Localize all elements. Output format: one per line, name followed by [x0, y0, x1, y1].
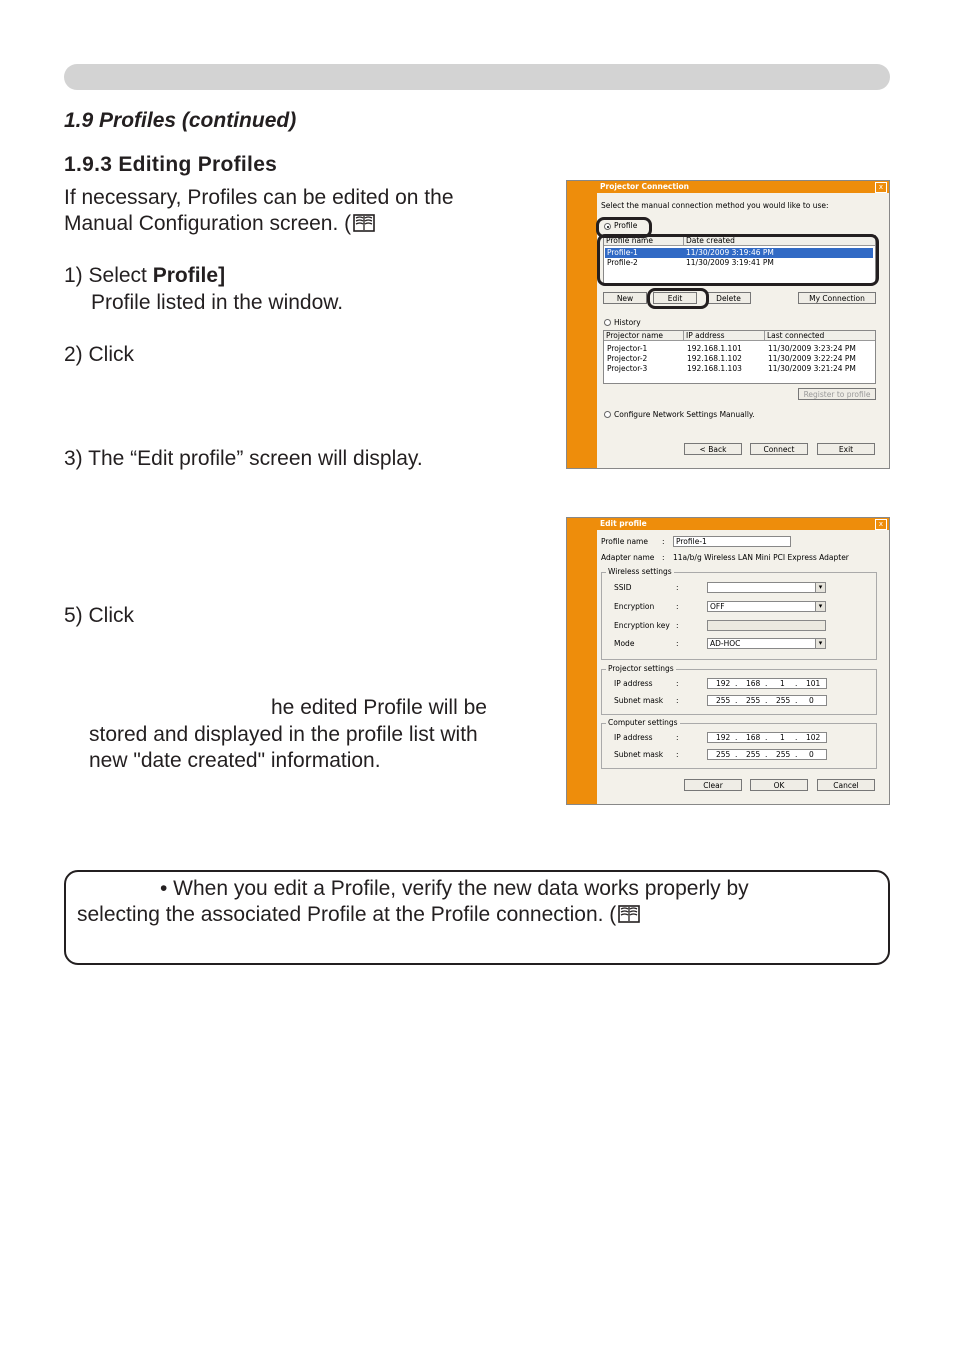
subnet-mask-label: Subnet mask — [614, 750, 664, 759]
ip-octet: 255 — [716, 750, 731, 759]
ip-octet: 168 — [746, 733, 761, 742]
note-line-1: • When you edit a Profile, verify the new data works properly by — [160, 877, 749, 900]
dialog-title: Edit profile — [597, 518, 889, 530]
ip-octet: 0 — [809, 750, 814, 759]
ip-dot: . — [795, 733, 798, 742]
ip-dot: . — [765, 750, 768, 759]
table-cell: 11/30/2009 3:21:24 PM — [768, 364, 856, 373]
step-1-line-2: Profile listed in the window. — [91, 291, 344, 314]
ip-octet: 1 — [780, 679, 785, 688]
computer-mask-input[interactable] — [707, 749, 827, 760]
ip-octet: 192 — [716, 733, 731, 742]
ip-octet: 1 — [780, 733, 785, 742]
step-5: 5) Click — [64, 604, 135, 627]
colon: : — [676, 602, 679, 611]
table-cell: Profile-1 — [607, 248, 638, 257]
colon: : — [676, 733, 679, 742]
dialog-side-panel — [567, 518, 597, 804]
group-label: Wireless settings — [608, 567, 672, 576]
ip-dot: . — [735, 696, 738, 705]
ip-octet: 255 — [746, 750, 761, 759]
ip-octet: 0 — [809, 696, 814, 705]
step-2: 2) Click — [64, 343, 135, 366]
colon: : — [662, 537, 665, 546]
clear-button[interactable]: Clear — [684, 779, 742, 791]
computer-settings-group — [601, 723, 877, 769]
edit-button[interactable]: Edit — [653, 292, 697, 304]
ok-button[interactable]: OK — [750, 779, 808, 791]
delete-button[interactable]: Delete — [706, 292, 751, 304]
close-icon[interactable]: x — [875, 519, 887, 530]
colon: : — [676, 750, 679, 759]
intro-line-2 — [64, 211, 375, 237]
ip-dot: . — [765, 679, 768, 688]
ip-octet: 255 — [716, 696, 731, 705]
connect-button[interactable]: Connect — [750, 443, 808, 455]
table-cell: Projector-1 — [607, 344, 648, 353]
ip-octet: 192 — [716, 679, 731, 688]
close-icon[interactable]: x — [875, 182, 887, 193]
profile-name-input[interactable]: Profile-1 — [673, 536, 791, 547]
result-line-2: stored and displayed in the profile list with — [89, 723, 478, 746]
ip-dot: . — [765, 733, 768, 742]
column-header[interactable]: Profile name — [604, 236, 684, 246]
table-cell: 192.168.1.102 — [687, 354, 742, 363]
step-1-prefix: 1) Select — [64, 264, 153, 287]
ssid-label: SSID — [614, 583, 632, 592]
colon: : — [676, 639, 679, 648]
ip-octet: 255 — [746, 696, 761, 705]
ip-dot: . — [765, 696, 768, 705]
history-list[interactable] — [603, 330, 876, 384]
table-cell: 11/30/2009 3:19:46 PM — [686, 248, 774, 257]
register-to-profile-button[interactable]: Register to profile — [798, 388, 876, 400]
group-label: Projector settings — [608, 664, 674, 673]
mode-label: Mode — [614, 639, 635, 648]
section-title: 1.9 Profiles (continued) — [64, 109, 297, 132]
dialog-title: Projector Connection — [597, 181, 889, 193]
projector-ip-input[interactable] — [707, 678, 827, 689]
table-cell: 11/30/2009 3:19:41 PM — [686, 258, 774, 267]
table-cell: 192.168.1.103 — [687, 364, 742, 373]
profile-radio-label: Profile — [614, 221, 638, 230]
new-button[interactable]: New — [603, 292, 647, 304]
manual-config-label: Configure Network Settings Manually. — [614, 410, 755, 419]
manual-config-radio[interactable] — [604, 411, 611, 418]
note-line-2-text: selecting the associated Profile at the Profile connection. ( — [77, 903, 617, 926]
column-header[interactable]: Projector name — [604, 331, 684, 341]
history-radio-label: History — [614, 318, 641, 327]
colon: : — [676, 621, 679, 630]
colon: : — [662, 553, 665, 562]
ip-address-label: IP address — [614, 733, 653, 742]
group-label: Computer settings — [608, 718, 678, 727]
subnet-mask-label: Subnet mask — [614, 696, 664, 705]
column-header[interactable]: Last connected — [765, 331, 875, 341]
ip-dot: . — [795, 750, 798, 759]
column-header[interactable]: Date created — [684, 236, 875, 246]
table-cell: Projector-3 — [607, 364, 648, 373]
colon: : — [676, 696, 679, 705]
colon: : — [676, 583, 679, 592]
dialog-side-panel — [567, 181, 597, 468]
history-radio[interactable] — [604, 319, 611, 326]
step-1-bold: Profile] — [152, 264, 226, 287]
ip-address-label: IP address — [614, 679, 653, 688]
subsection-heading: 1.9.3 Editing Profiles — [64, 153, 278, 176]
mode-select[interactable]: AD-HOC ▾ — [707, 638, 826, 649]
instruction-text: Select the manual connection method you would like to use: — [601, 201, 829, 210]
ip-dot: . — [795, 679, 798, 688]
step-1 — [64, 263, 225, 289]
computer-ip-input[interactable] — [707, 732, 827, 743]
intro-line-1: If necessary, Profiles can be edited on the — [64, 186, 454, 209]
ip-dot: . — [795, 696, 798, 705]
ip-octet: 255 — [776, 696, 791, 705]
encryption-key-input[interactable] — [707, 620, 826, 631]
result-line-1: he edited Profile will be — [271, 696, 487, 719]
my-connection-button[interactable]: My Connection — [798, 292, 876, 304]
step-3: 3) The “Edit profile” screen will display. — [64, 447, 423, 470]
back-button[interactable]: < Back — [684, 443, 742, 455]
encryption-select[interactable]: OFF ▾ — [707, 601, 826, 612]
note-line-2 — [77, 902, 640, 928]
edit-profile-dialog — [566, 517, 890, 805]
adapter-name-value: 11a/b/g Wireless LAN Mini PCI Express Adapter — [673, 553, 849, 562]
ip-octet: 168 — [746, 679, 761, 688]
encryption-label: Encryption — [614, 602, 655, 611]
projector-connection-dialog — [566, 180, 890, 469]
book-reference-icon — [618, 905, 640, 923]
ssid-select[interactable] — [707, 582, 826, 593]
highlight-ring — [597, 234, 879, 286]
table-cell: 192.168.1.101 — [687, 344, 742, 353]
highlight-ring — [647, 288, 709, 309]
colon: : — [676, 679, 679, 688]
encryption-key-label: Encryption key — [614, 621, 670, 630]
result-line-3: new "date created" information. — [89, 749, 381, 772]
ip-dot: . — [735, 733, 738, 742]
book-reference-icon — [353, 214, 375, 232]
header-bar — [64, 64, 890, 90]
projector-settings-group — [601, 669, 877, 715]
profile-name-label: Profile name — [601, 537, 648, 546]
exit-button[interactable]: Exit — [817, 443, 875, 455]
column-header[interactable]: IP address — [684, 331, 765, 341]
table-cell: 11/30/2009 3:22:24 PM — [768, 354, 856, 363]
cancel-button[interactable]: Cancel — [817, 779, 875, 791]
table-cell: Projector-2 — [607, 354, 648, 363]
table-cell: 11/30/2009 3:23:24 PM — [768, 344, 856, 353]
ip-dot: . — [735, 679, 738, 688]
intro-line-2-text: Manual Configuration screen. ( — [64, 212, 352, 235]
table-cell: Profile-2 — [607, 258, 638, 267]
adapter-name-label: Adapter name — [601, 553, 655, 562]
ip-octet: 102 — [806, 733, 821, 742]
ip-dot: . — [735, 750, 738, 759]
projector-mask-input[interactable] — [707, 695, 827, 706]
ip-octet: 101 — [806, 679, 821, 688]
ip-octet: 255 — [776, 750, 791, 759]
